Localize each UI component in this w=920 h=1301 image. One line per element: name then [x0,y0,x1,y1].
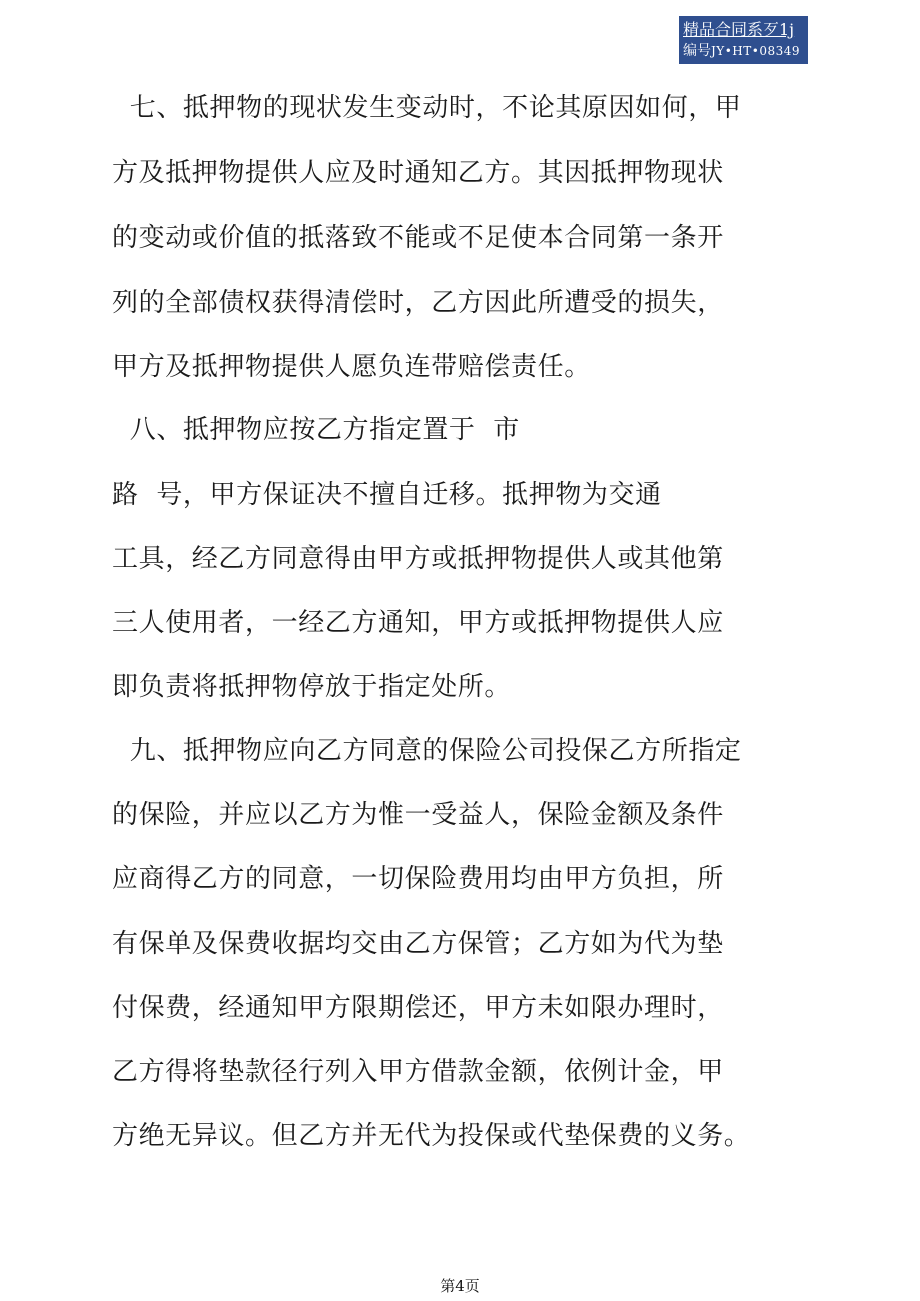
body-line: 甲方及抵押物提供人愿负连带赔偿责任。 [112,352,591,382]
badge-serial-prefix: 编号 [683,43,711,59]
body-line: 有保单及保费收据均交由乙方保管；乙方如为代为垫 [112,929,724,959]
body-line: 列的全部债权获得清偿时，乙方因此所遭受的损失， [112,288,724,318]
body-line: 即负责将抵押物停放于指定处所。 [112,672,512,702]
body-line: 的保险，并应以乙方为惟一受益人，保险金额及条件 [112,800,724,830]
body-line: 九、抵押物应向乙方同意的保险公司投保乙方所指定 [112,736,742,766]
body-line: 八、抵押物应按乙方指定置于 市 [112,415,520,445]
contract-series-badge [679,16,808,64]
body-line: 方及抵押物提供人应及时通知乙方。其因抵押物现状 [112,158,724,188]
body-line: 的变动或价值的抵落致不能或不足使本合同第一条开 [112,223,724,253]
body-line: 工具，经乙方同意得由甲方或抵押物提供人或其他第 [112,544,724,574]
badge-serial-value: JY•HT•08349 [711,44,801,58]
body-line: 应商得乙方的同意，一切保险费用均由甲方负担，所 [112,864,724,894]
badge-series-title: 精品合同系歹1j [683,20,795,39]
body-line: 方绝无异议。但乙方并无代为投保或代垫保费的义务。 [112,1121,751,1151]
body-line: 付保费，经通知甲方限期偿还，甲方未如限办理时， [112,993,724,1023]
body-line: 路 号，甲方保证决不擅自迁移。抵押物为交通 [112,480,662,510]
body-line: 七、抵押物的现状发生变动时，不论其原因如何，甲 [112,93,742,123]
page-number: 第4页 [440,1277,480,1295]
body-line: 三人使用者，一经乙方通知，甲方或抵押物提供人应 [112,608,724,638]
badge-serial-number [683,41,804,61]
body-line: 乙方得将垫款径行列入甲方借款金额，依例计金，甲 [112,1057,724,1087]
